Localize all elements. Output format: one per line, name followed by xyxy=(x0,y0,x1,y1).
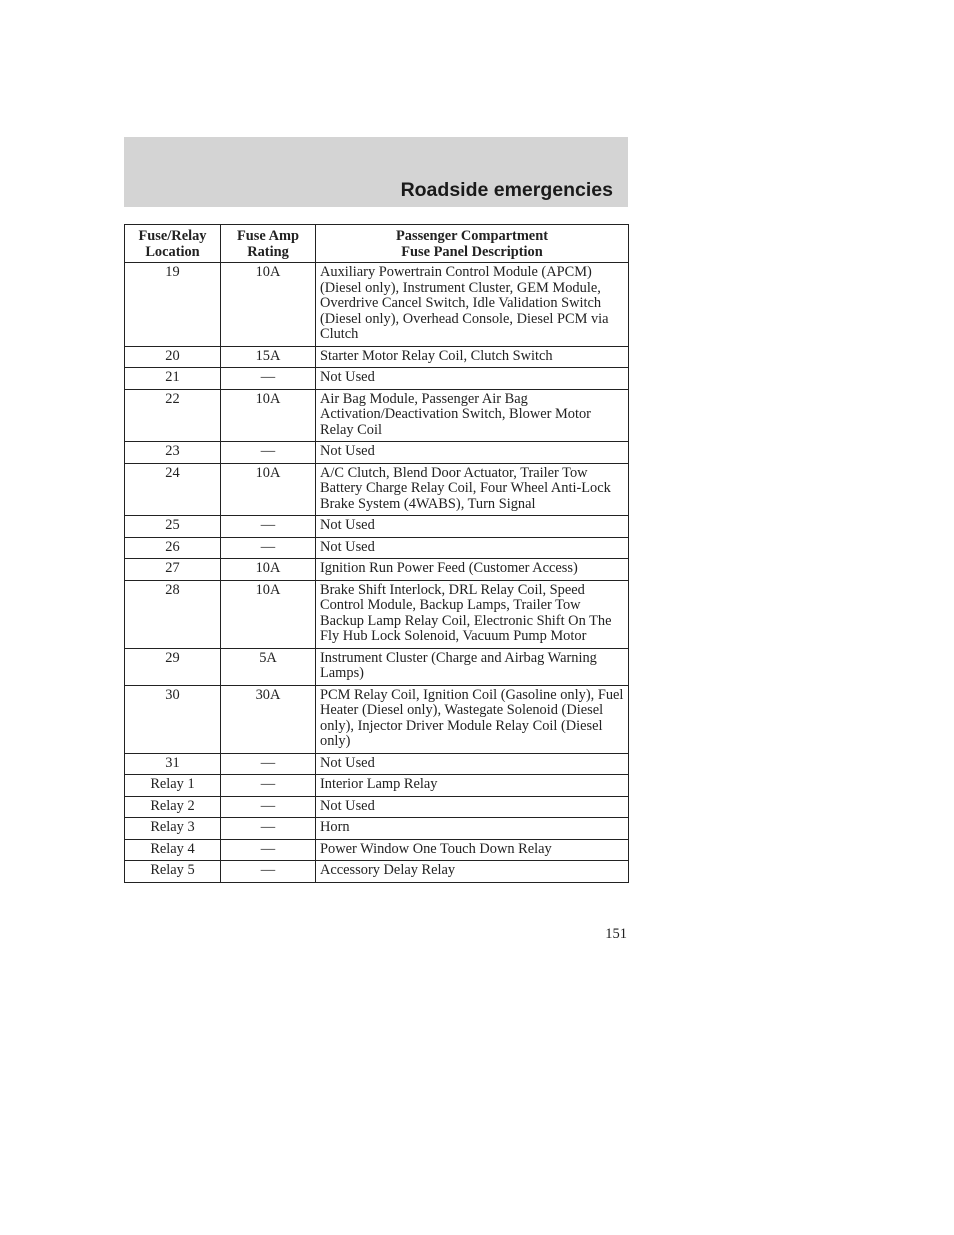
cell-description: Not Used xyxy=(316,753,629,775)
cell-rating: — xyxy=(221,775,316,797)
cell-location: 29 xyxy=(125,648,221,685)
cell-rating: 15A xyxy=(221,346,316,368)
cell-rating: — xyxy=(221,516,316,538)
table-row xyxy=(125,818,629,840)
cell-description: Accessory Delay Relay xyxy=(316,861,629,883)
cell-description: Instrument Cluster (Charge and Airbag Warning Lamps) xyxy=(316,648,629,685)
cell-rating: 5A xyxy=(221,648,316,685)
table-row xyxy=(125,463,629,516)
cell-rating: 10A xyxy=(221,263,316,347)
cell-description: A/C Clutch, Blend Door Actuator, Trailer Tow Battery Charge Relay Coil, Four Wheel Anti-Lock Brake System (4WABS), Turn Signal xyxy=(316,463,629,516)
cell-rating: — xyxy=(221,537,316,559)
section-header-band xyxy=(124,137,628,207)
cell-rating: — xyxy=(221,796,316,818)
cell-location: 24 xyxy=(125,463,221,516)
cell-rating: — xyxy=(221,368,316,390)
table-row xyxy=(125,648,629,685)
cell-location: 20 xyxy=(125,346,221,368)
cell-location: Relay 2 xyxy=(125,796,221,818)
page-number: 151 xyxy=(605,926,627,942)
cell-description: Ignition Run Power Feed (Customer Access) xyxy=(316,559,629,581)
cell-description: Not Used xyxy=(316,442,629,464)
cell-description: Horn xyxy=(316,818,629,840)
cell-rating: — xyxy=(221,753,316,775)
table-row xyxy=(125,263,629,347)
table-row xyxy=(125,368,629,390)
cell-rating: — xyxy=(221,442,316,464)
cell-rating: — xyxy=(221,818,316,840)
cell-description: Not Used xyxy=(316,796,629,818)
cell-location: Relay 1 xyxy=(125,775,221,797)
cell-description: Air Bag Module, Passenger Air Bag Activation/Deactivation Switch, Blower Motor Relay Coil xyxy=(316,389,629,442)
cell-location: 26 xyxy=(125,537,221,559)
cell-rating: 10A xyxy=(221,389,316,442)
cell-rating: 10A xyxy=(221,559,316,581)
fuse-table xyxy=(124,224,629,883)
header-rating: Fuse Amp Rating xyxy=(221,225,316,263)
table-row xyxy=(125,442,629,464)
cell-description: Not Used xyxy=(316,537,629,559)
table-row xyxy=(125,580,629,648)
cell-location: 28 xyxy=(125,580,221,648)
cell-rating: 30A xyxy=(221,685,316,753)
cell-location: 30 xyxy=(125,685,221,753)
cell-rating: — xyxy=(221,861,316,883)
cell-rating: 10A xyxy=(221,580,316,648)
table-row xyxy=(125,775,629,797)
cell-description: Interior Lamp Relay xyxy=(316,775,629,797)
cell-location: Relay 4 xyxy=(125,839,221,861)
cell-description: Not Used xyxy=(316,516,629,538)
cell-location: 31 xyxy=(125,753,221,775)
cell-rating: — xyxy=(221,839,316,861)
cell-location: 23 xyxy=(125,442,221,464)
cell-description: Auxiliary Powertrain Control Module (APCM) (Diesel only), Instrument Cluster, GEM Module, Overdrive Cancel Switch, Idle Validation Switch (Diesel only), Overhead Console, Diesel PCM via Clutch xyxy=(316,263,629,347)
table-row xyxy=(125,861,629,883)
table-header-row xyxy=(125,225,629,263)
header-location: Fuse/Relay Location xyxy=(125,225,221,263)
cell-location: Relay 5 xyxy=(125,861,221,883)
cell-location: 25 xyxy=(125,516,221,538)
cell-location: 27 xyxy=(125,559,221,581)
table-row xyxy=(125,685,629,753)
cell-location: 22 xyxy=(125,389,221,442)
cell-rating: 10A xyxy=(221,463,316,516)
cell-location: 21 xyxy=(125,368,221,390)
cell-description: Brake Shift Interlock, DRL Relay Coil, Speed Control Module, Backup Lamps, Trailer Tow Backup Lamp Relay Coil, Electronic Shift On The Fly Hub Lock Solenoid, Vacuum Pump Motor xyxy=(316,580,629,648)
table-row xyxy=(125,516,629,538)
table-row xyxy=(125,559,629,581)
section-title: Roadside emergencies xyxy=(400,179,613,201)
table-row xyxy=(125,389,629,442)
cell-description: Not Used xyxy=(316,368,629,390)
table-row xyxy=(125,537,629,559)
table-row xyxy=(125,753,629,775)
table-row xyxy=(125,796,629,818)
cell-description: PCM Relay Coil, Ignition Coil (Gasoline only), Fuel Heater (Diesel only), Wastegate Solenoid (Diesel only), Injector Driver Module Relay Coil (Diesel only) xyxy=(316,685,629,753)
table-row xyxy=(125,839,629,861)
cell-location: Relay 3 xyxy=(125,818,221,840)
cell-description: Starter Motor Relay Coil, Clutch Switch xyxy=(316,346,629,368)
header-description: Passenger Compartment Fuse Panel Description xyxy=(316,225,629,263)
cell-location: 19 xyxy=(125,263,221,347)
cell-description: Power Window One Touch Down Relay xyxy=(316,839,629,861)
table-row xyxy=(125,346,629,368)
